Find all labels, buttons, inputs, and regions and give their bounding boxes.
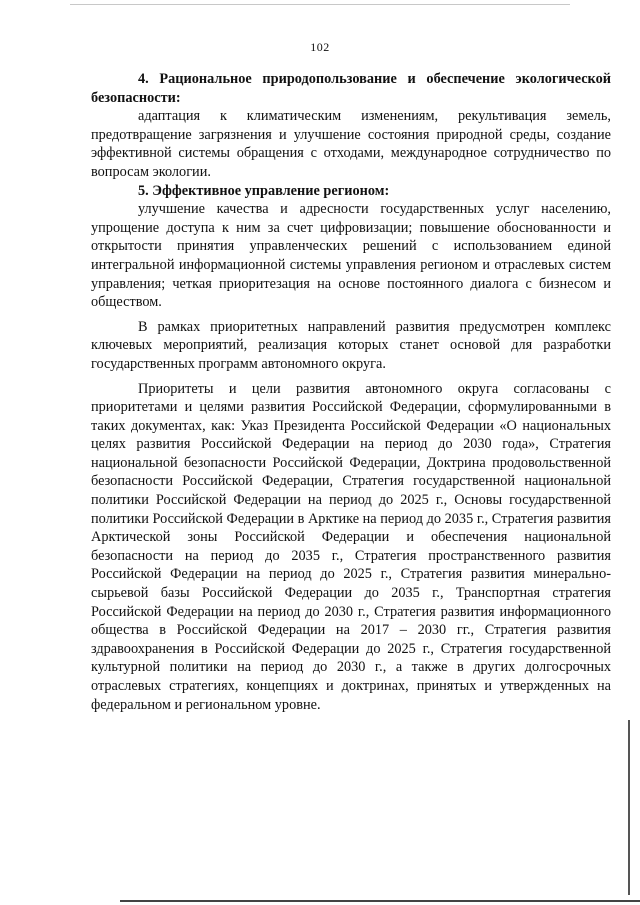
- page-number: 102: [310, 40, 330, 54]
- section-4-text: адаптация к климатическим изменениям, рекультивация земель, предотвращение загрязнения и улучшение состояния природной среды, создание эффективной системы обращения с отходами, международное сотрудничество по вопросам экологии.: [91, 108, 611, 180]
- paragraph-priorities: Приоритеты и цели развития автономного округа согласованы с приоритетами и целями развития Российской Федерации, сформулированными в таких документах, как: Указ Президента Российской Федерации «О национальных целях развития Российской Федерации на период до 2030 года», Стратегия национальной безопасности Российской Федерации, Доктрина продовольственной безопасности Российской Федерации, Стратегия государственной национальной политики Российской Федерации на период до 2025 г., Основы государственной политики Российской Федерации в Арктике на период до 2035 г., Стратегия развития Арктической зоны Российской Федерации и обеспечения национальной безопасности на период до 2035 г., Стратегия пространственного развития Российской Федерации на период до 2025 г., Стратегия развития минерально-сырьевой базы Российской Федерации до 2035 г., Транспортная стратегия Российской Федерации на период до 2030 г., Стратегия развития информационного общества в Российской Федерации на 2017 – 2030 гг., Стратегия развития здравоохранения в Российской Федерации до 2025 г., Стратегия государственной культурной политики на период до 2030 г., а также в других долгосрочных отраслевых стратегиях, концепциях и доктринах, принятых и утвержденных на федеральном и региональном уровне.: [91, 380, 611, 713]
- section-5-text: улучшение качества и адресности государственных услуг населению, упрощение доступа к ним за счет цифровизации; повышение обоснованности и открытости принятия управленческих решений с использованием единой интегральной информационной системы управления регионом и отраслевых систем управления; четкая приоритезация на основе постоянного диалога с бизнесом и обществом.: [91, 201, 611, 311]
- scan-edge-top: [70, 4, 570, 5]
- scan-edge-bottom: [120, 900, 640, 902]
- section-5-heading: 5. Эффективное управление регионом:: [138, 182, 390, 199]
- section-4-heading: 4. Рациональное природопользование и обеспечение экологической безопасности:: [91, 71, 611, 106]
- scan-edge-right: [628, 720, 630, 895]
- document-body: [91, 70, 611, 714]
- paragraph-framework: В рамках приоритетных направлений развития предусмотрен комплекс ключевых мероприятий, реализация которых станет основой для разработки государственных программ автономного округа.: [91, 318, 611, 372]
